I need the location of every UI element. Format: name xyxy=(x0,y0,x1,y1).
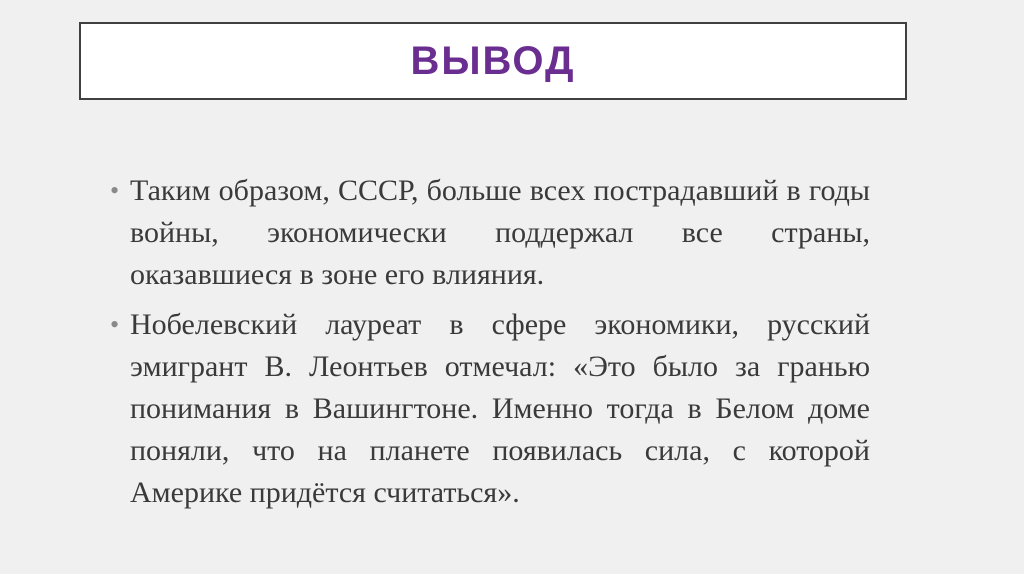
bullet-text: Таким образом, СССР, больше всех пострадавший в годы войны, экономически поддержал все страны, оказавшиеся в зоне его влияния. xyxy=(130,174,870,291)
bullet-marker: • xyxy=(110,176,120,205)
bullet-text: Нобелевский лауреат в сфере экономики, русский эмигрант В. Леонтьев отмечал: «Это было за гранью понимания в Вашингтоне. Именно тогда в Белом доме поняли, что на планете появилась сила, с которой Америке придётся считаться». xyxy=(130,308,870,509)
bullet-item xyxy=(110,170,870,296)
slide-title: ВЫВОД xyxy=(410,38,576,83)
bullet-item xyxy=(110,304,870,514)
slide-content xyxy=(110,170,870,522)
bullet-marker: • xyxy=(110,310,120,339)
title-box xyxy=(79,22,907,100)
